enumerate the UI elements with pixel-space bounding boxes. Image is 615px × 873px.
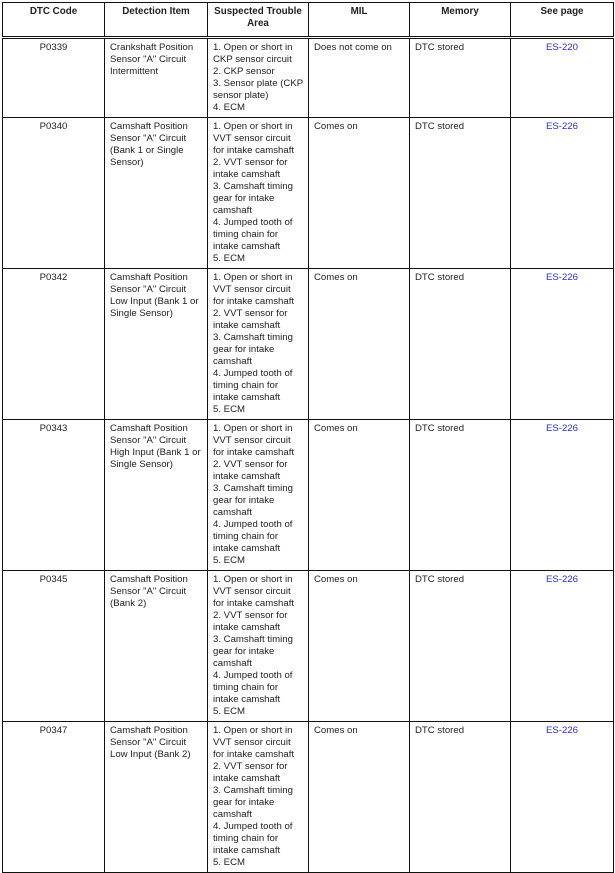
trouble-area-item: 5. ECM <box>213 857 245 868</box>
table-row <box>3 571 614 722</box>
trouble-area-item: 4. Jumped tooth of timing chain for intake camshaft <box>213 519 293 554</box>
suspected-trouble-area <box>208 38 309 118</box>
suspected-trouble-area <box>208 118 309 269</box>
trouble-area-item: 1. Open or short in CKP sensor circuit <box>213 42 293 65</box>
see-page-link[interactable]: ES-226 <box>546 121 578 132</box>
see-page-cell <box>511 269 614 420</box>
detection-item: Camshaft Position Sensor "A" Circuit Low Input (Bank 2) <box>105 722 208 873</box>
header-suspected-trouble-area: Suspected Trouble Area <box>208 3 309 38</box>
trouble-area-item: 3. Camshaft timing gear for intake camshaft <box>213 634 293 669</box>
trouble-area-item: 4. Jumped tooth of timing chain for intake camshaft <box>213 670 293 705</box>
trouble-area-item: 1. Open or short in VVT sensor circuit for intake camshaft <box>213 423 295 458</box>
see-page-link[interactable]: ES-226 <box>546 272 578 283</box>
suspected-trouble-area <box>208 269 309 420</box>
mil-status: Comes on <box>309 571 410 722</box>
trouble-area-item: 3. Camshaft timing gear for intake camshaft <box>213 785 293 820</box>
header-see-page: See page <box>511 3 614 38</box>
dtc-table <box>2 2 614 873</box>
dtc-code: P0339 <box>3 38 105 118</box>
dtc-code: P0345 <box>3 571 105 722</box>
trouble-area-item: 4. Jumped tooth of timing chain for intake camshaft <box>213 821 293 856</box>
trouble-area-item: 5. ECM <box>213 555 245 566</box>
see-page-link[interactable]: ES-226 <box>546 423 578 434</box>
table-row <box>3 420 614 571</box>
memory-status: DTC stored <box>410 269 511 420</box>
detection-item: Camshaft Position Sensor "A" Circuit (Bank 2) <box>105 571 208 722</box>
mil-status: Does not come on <box>309 38 410 118</box>
see-page-cell <box>511 420 614 571</box>
trouble-area-item: 3. Camshaft timing gear for intake camshaft <box>213 181 293 216</box>
detection-item: Camshaft Position Sensor "A" Circuit (Bank 1 or Single Sensor) <box>105 118 208 269</box>
see-page-cell <box>511 571 614 722</box>
trouble-area-item: 2. VVT sensor for intake camshaft <box>213 761 288 784</box>
trouble-area-item: 5. ECM <box>213 706 245 717</box>
detection-item: Camshaft Position Sensor "A" Circuit Low Input (Bank 1 or Single Sensor) <box>105 269 208 420</box>
header-mil: MIL <box>309 3 410 38</box>
memory-status: DTC stored <box>410 38 511 118</box>
see-page-cell <box>511 722 614 873</box>
memory-status: DTC stored <box>410 420 511 571</box>
see-page-cell <box>511 118 614 269</box>
detection-item: Camshaft Position Sensor "A" Circuit High Input (Bank 1 or Single Sensor) <box>105 420 208 571</box>
trouble-area-item: 3. Camshaft timing gear for intake camshaft <box>213 332 293 367</box>
table-row <box>3 118 614 269</box>
trouble-area-item: 5. ECM <box>213 253 245 264</box>
trouble-area-item: 2. VVT sensor for intake camshaft <box>213 157 288 180</box>
trouble-area-item: 1. Open or short in VVT sensor circuit for intake camshaft <box>213 121 295 156</box>
trouble-area-item: 2. VVT sensor for intake camshaft <box>213 459 288 482</box>
trouble-area-item: 1. Open or short in VVT sensor circuit for intake camshaft <box>213 725 295 760</box>
table-row <box>3 269 614 420</box>
suspected-trouble-area <box>208 571 309 722</box>
table-header-row <box>3 3 614 38</box>
trouble-area-item: 4. ECM <box>213 102 245 113</box>
see-page-link[interactable]: ES-220 <box>546 42 578 53</box>
see-page-cell <box>511 38 614 118</box>
trouble-area-item: 2. CKP sensor <box>213 66 275 77</box>
dtc-code: P0340 <box>3 118 105 269</box>
mil-status: Comes on <box>309 420 410 571</box>
mil-status: Comes on <box>309 118 410 269</box>
header-dtc-code: DTC Code <box>3 3 105 38</box>
memory-status: DTC stored <box>410 722 511 873</box>
dtc-code: P0342 <box>3 269 105 420</box>
trouble-area-item: 1. Open or short in VVT sensor circuit for intake camshaft <box>213 272 295 307</box>
suspected-trouble-area <box>208 420 309 571</box>
suspected-trouble-area <box>208 722 309 873</box>
trouble-area-item: 1. Open or short in VVT sensor circuit for intake camshaft <box>213 574 295 609</box>
detection-item: Crankshaft Position Sensor "A" Circuit Intermittent <box>105 38 208 118</box>
header-memory: Memory <box>410 3 511 38</box>
trouble-area-item: 4. Jumped tooth of timing chain for intake camshaft <box>213 217 293 252</box>
trouble-area-item: 2. VVT sensor for intake camshaft <box>213 308 288 331</box>
trouble-area-item: 4. Jumped tooth of timing chain for intake camshaft <box>213 368 293 403</box>
trouble-area-item: 2. VVT sensor for intake camshaft <box>213 610 288 633</box>
table-row <box>3 38 614 118</box>
see-page-link[interactable]: ES-226 <box>546 574 578 585</box>
memory-status: DTC stored <box>410 118 511 269</box>
dtc-code: P0347 <box>3 722 105 873</box>
trouble-area-item: 3. Camshaft timing gear for intake camshaft <box>213 483 293 518</box>
header-detection-item: Detection Item <box>105 3 208 38</box>
dtc-code: P0343 <box>3 420 105 571</box>
memory-status: DTC stored <box>410 571 511 722</box>
trouble-area-item: 3. Sensor plate (CKP sensor plate) <box>213 78 303 101</box>
table-row <box>3 722 614 873</box>
mil-status: Comes on <box>309 722 410 873</box>
trouble-area-item: 5. ECM <box>213 404 245 415</box>
mil-status: Comes on <box>309 269 410 420</box>
see-page-link[interactable]: ES-226 <box>546 725 578 736</box>
